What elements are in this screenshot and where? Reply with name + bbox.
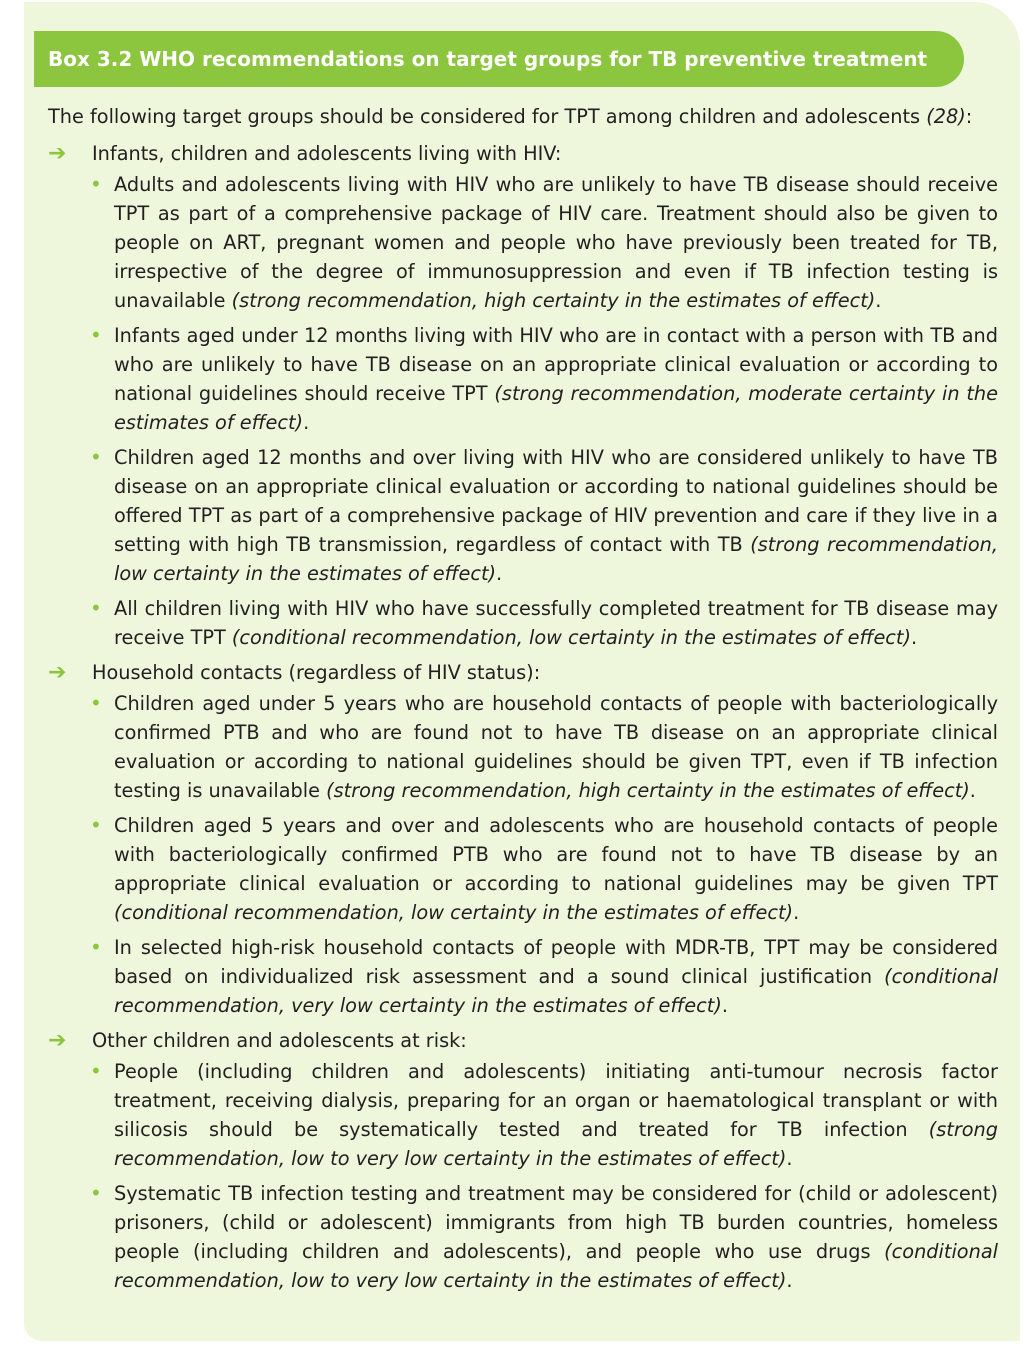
- bullet-icon: •: [90, 691, 102, 715]
- list-item: • Children aged 12 months and over living with HIV who are considered unlikely to have TB disease on an appropriate clinical evaluation or according to national guidelines should be offered TPT as part of a comprehensive package of HIV prevention and care if they live in a setting with high TB transmission, regardless of contact with TB (strong recommendation, low certainty in the estimates of effect).: [90, 445, 998, 585]
- bullet-icon: •: [90, 935, 102, 959]
- bullet-icon: •: [90, 1059, 102, 1083]
- bullet-icon: •: [90, 596, 102, 620]
- bullet-icon: •: [90, 813, 102, 837]
- box-title: Box 3.2 WHO recommendations on target groups for TB preventive treatment: [34, 31, 964, 87]
- group-title: Other children and adolescents at risk:: [92, 1029, 467, 1052]
- group-household-contacts: [48, 658, 998, 1020]
- bullet-icon: •: [90, 323, 102, 347]
- group-title: Household contacts (regardless of HIV status):: [92, 661, 541, 684]
- list-item: • Systematic TB infection testing and treatment may be considered for (child or adolescent) prisoners, (child or adolescent) immigrants from high TB burden countries, homeless people (including children and adolescents), and people who use drugs (conditional recommendation, low to very low certainty in the estimates of effect).: [90, 1181, 998, 1292]
- arrow-icon: ➔: [48, 660, 67, 685]
- intro-paragraph: The following target groups should be considered for TPT among children and adolescents (28):: [48, 105, 973, 128]
- group-title: Infants, children and adolescents living with HIV:: [92, 142, 562, 165]
- list-item: • Infants aged under 12 months living with HIV who are in contact with a person with TB and who are unlikely to have TB disease on an appropriate clinical evaluation or according to national guidelines should receive TPT (strong recommendation, moderate certainty in the estimates of effect).: [90, 323, 998, 434]
- list-item: • Children aged 5 years and over and adolescents who are household contacts of people with bacteriologically confirmed PTB who are found not to have TB disease by an appropriate clinical evaluation or according to national guidelines may be given TPT (conditional recommendation, low certainty in the estimates of effect).: [90, 813, 998, 924]
- recommendation-list: [90, 170, 998, 652]
- list-item: • In selected high-risk household contacts of people with MDR-TB, TPT may be considered based on individualized risk assessment and a sound clinical justification (conditional recommendation, very low certainty in the estimates of effect).: [90, 935, 998, 1017]
- bullet-icon: •: [90, 445, 102, 469]
- recommendation-list: [90, 1057, 998, 1295]
- bullet-icon: •: [90, 172, 102, 196]
- list-item: • Children aged under 5 years who are household contacts of people with bacteriologically confirmed PTB and who are found not to have TB disease on an appropriate clinical evaluation or according to national guidelines should be given TPT, even if TB infection testing is unavailable (strong recommendation, high certainty in the estimates of effect).: [90, 691, 998, 802]
- list-item: • People (including children and adolescents) initiating anti-tumour necrosis factor treatment, receiving dialysis, preparing for an organ or haematological transplant or with silicosis should be systematically tested and treated for TB infection (strong recommendation, low to very low certainty in the estimates of effect).: [90, 1059, 998, 1170]
- arrow-icon: ➔: [48, 141, 67, 166]
- list-item: • All children living with HIV who have successfully completed treatment for TB disease may receive TPT (conditional recommendation, low certainty in the estimates of effect).: [90, 596, 998, 649]
- recommendation-list: [90, 689, 998, 1020]
- bullet-icon: •: [90, 1181, 102, 1205]
- list-item: • Adults and adolescents living with HIV who are unlikely to have TB disease should receive TPT as part of a comprehensive package of HIV care. Treatment should also be given to people on ART, pregnant women and people who have previously been treated for TB, irrespective of the degree of immunosuppression and even if TB infection testing is unavailable (strong recommendation, high certainty in the estimates of effect).: [90, 172, 998, 312]
- box-content: [48, 102, 998, 1301]
- group-other-at-risk: [48, 1026, 998, 1295]
- arrow-icon: ➔: [48, 1028, 67, 1053]
- group-hiv: [48, 139, 998, 652]
